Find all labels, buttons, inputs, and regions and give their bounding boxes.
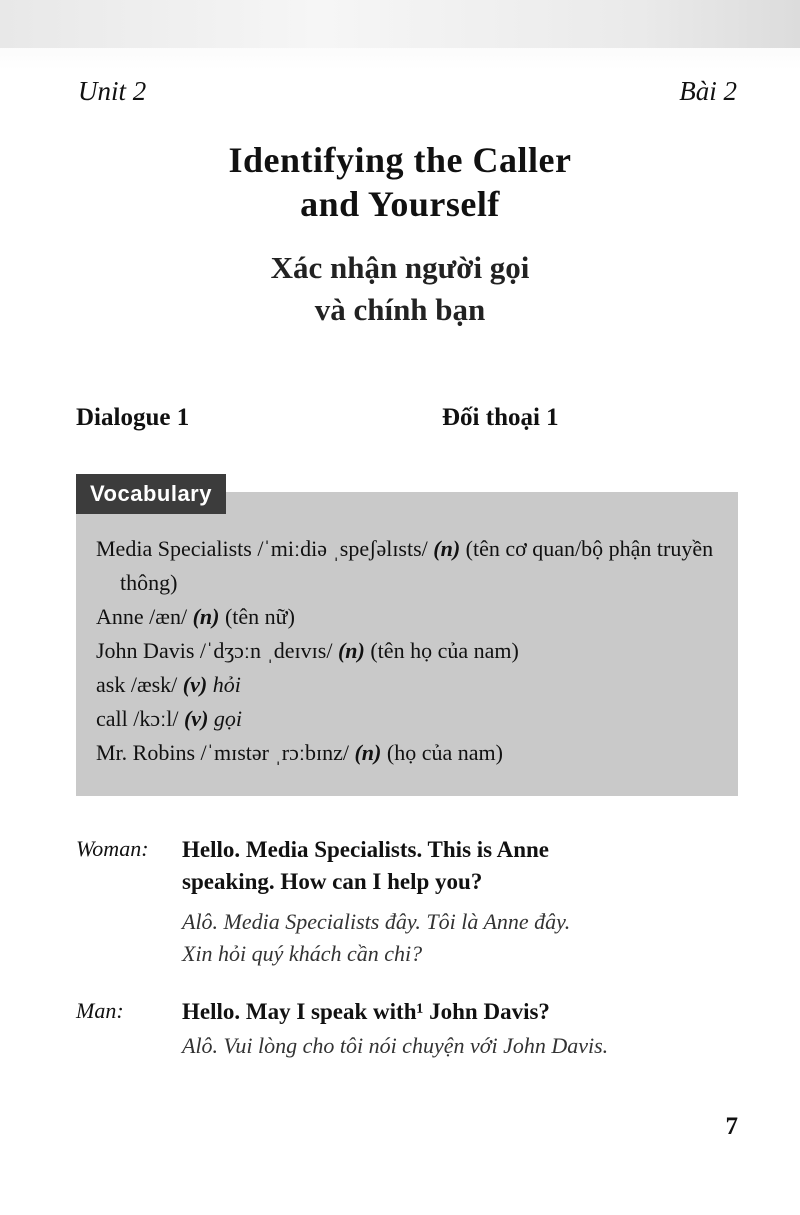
- vocab-ipa: /ˈmɪstər ˌrɔːbɪnz/: [195, 740, 355, 765]
- vocab-term: ask: [96, 672, 126, 697]
- speaker-label: Man:: [76, 998, 124, 1023]
- vocab-item: [96, 702, 726, 736]
- vocab-pos: (v): [182, 672, 208, 697]
- dialogue-heading-vi: Đối thoại 1: [442, 404, 559, 431]
- vocab-meaning: gọi: [208, 706, 243, 731]
- vocab-ipa: /ˈmiːdiə ˌspeʃəlɪsts/: [251, 536, 434, 561]
- vocab-term: Mr. Robins: [96, 740, 196, 765]
- vocab-pos: (n): [433, 536, 461, 561]
- title-line-2: and Yourself: [300, 184, 500, 224]
- vocab-item: [96, 736, 726, 770]
- vocab-term: call: [96, 706, 128, 731]
- vocab-meaning: (tên họ của nam): [364, 638, 519, 663]
- vocab-pos: (n): [354, 740, 382, 765]
- vocab-item: [96, 668, 726, 702]
- vocab-ipa: /ˈdʒɔːn ˌdeɪvɪs/: [194, 638, 338, 663]
- vocab-pos: (v): [183, 706, 209, 731]
- page-title: [0, 138, 800, 226]
- vocab-pos: (n): [192, 604, 220, 629]
- vocab-term: Media Specialists: [96, 536, 252, 561]
- vocab-pos: (n): [337, 638, 365, 663]
- dialogue-line-vi: [182, 1030, 762, 1062]
- vocab-ipa: /kɔːl/: [127, 706, 184, 731]
- scan-shadow: [0, 0, 800, 48]
- vocabulary-list: [96, 532, 726, 770]
- vocab-meaning: hỏi: [207, 672, 241, 697]
- dialogue-en-text: speaking. How can I help you?: [182, 869, 483, 894]
- vocabulary-heading: Vocabulary: [76, 474, 226, 514]
- vocab-ipa: /æn/: [143, 604, 193, 629]
- vocab-term: John Davis: [96, 638, 195, 663]
- vocab-meaning: (tên cơ quan/bộ phận truyền thông): [120, 536, 714, 595]
- dialogue-heading: Dialogue 1: [76, 404, 190, 431]
- page-title-vi: [0, 247, 800, 331]
- title-vi-line-2: và chính bạn: [314, 292, 486, 327]
- vocab-item: [96, 634, 726, 668]
- vocab-term: Anne: [96, 604, 144, 629]
- dialogue-line-en: [182, 996, 742, 1028]
- page-number: 7: [725, 1113, 738, 1140]
- dialogue-vi-text: Alô. Media Specialists đây. Tôi là Anne đây.: [182, 909, 571, 934]
- unit-label-vi: Bài 2: [679, 76, 737, 106]
- dialogue-line-vi: [182, 906, 762, 970]
- vocab-meaning: (tên nữ): [219, 604, 295, 629]
- vocab-meaning: (họ của nam): [381, 740, 503, 765]
- dialogue-en-text: Hello. May I speak with¹ John Davis?: [182, 999, 550, 1024]
- dialogue-vi-text: Xin hỏi quý khách cần chi?: [182, 941, 423, 966]
- vocab-item: [96, 532, 726, 600]
- dialogue-vi-text: Alô. Vui lòng cho tôi nói chuyện với John Davis.: [182, 1033, 609, 1058]
- title-line-1: Identifying the Caller: [228, 140, 572, 180]
- title-vi-line-1: Xác nhận người gọi: [270, 250, 530, 285]
- vocab-ipa: /æsk/: [125, 672, 183, 697]
- vocab-item: [96, 600, 726, 634]
- dialogue-en-text: Hello. Media Specialists. This is Anne: [182, 837, 549, 862]
- speaker-label: Woman:: [76, 836, 149, 861]
- unit-label: Unit 2: [78, 76, 147, 106]
- dialogue-line-en: [182, 834, 742, 898]
